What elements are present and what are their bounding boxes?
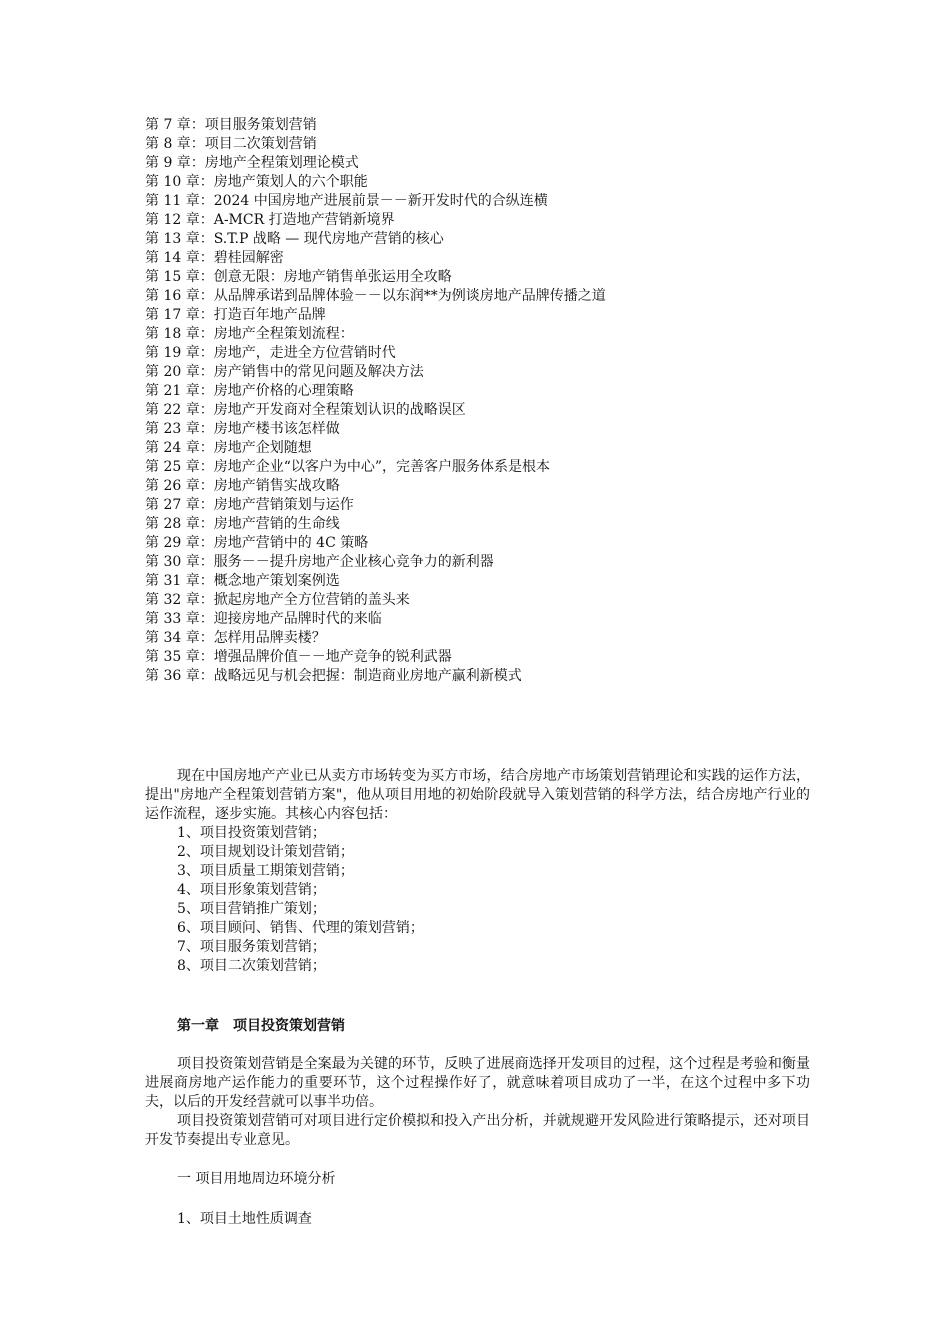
toc-item: 第 19 章：房地产，走进全方位营销时代 bbox=[145, 345, 396, 361]
toc-item: 第 35 章：增强品牌价值－－地产竞争的锐利武器 bbox=[145, 649, 452, 665]
toc-item: 第 8 章：项目二次策划营销 bbox=[145, 136, 317, 152]
core-content-list bbox=[145, 824, 810, 976]
toc-item: 第 27 章：房地产营销策划与运作 bbox=[145, 497, 354, 513]
toc-item: 第 14 章：碧桂园解密 bbox=[145, 250, 284, 266]
intro-paragraph: 现在中国房地产产业已从卖方市场转变为买方市场，结合房地产市场策划营销理论和实践的运作方法，提出"房地产全程策划营销方案"，他从项目用地的初始阶段就导入策划营销的科学方法，结合房地产行业的运作流程，逐步实施。其核心内容包括： bbox=[145, 768, 810, 822]
list-item: 2、项目规划设计策划营销； bbox=[177, 844, 354, 860]
toc-item: 第 15 章：创意无限：房地产销售单张运用全攻略 bbox=[145, 269, 452, 285]
toc-item: 第 23 章：房地产楼书该怎样做 bbox=[145, 421, 340, 437]
toc-item: 第 30 章：服务－－提升房地产企业核心竞争力的新利器 bbox=[145, 554, 494, 570]
toc-item: 第 36 章：战略远见与机会把握：制造商业房地产赢利新模式 bbox=[145, 668, 522, 684]
toc-item: 第 26 章：房地产销售实战攻略 bbox=[145, 478, 340, 494]
chapter-body bbox=[145, 1055, 810, 1150]
toc-item: 第 17 章：打造百年地产品牌 bbox=[145, 307, 326, 323]
chapter-paragraph: 项目投资策划营销是全案最为关键的环节，反映了进展商选择开发项目的过程，这个过程是考验和衡量进展商房地产运作能力的重要环节，这个过程操作好了，就意味着项目成功了一半，在这个过程中多下功夫，以后的开发经营就可以事半功倍。 bbox=[145, 1056, 810, 1110]
toc-item: 第 32 章：掀起房地产全方位营销的盖头来 bbox=[145, 592, 410, 608]
list-item: 8、项目二次策划营销； bbox=[177, 958, 326, 974]
list-item: 4、项目形象策划营销； bbox=[177, 882, 326, 898]
toc-item: 第 16 章：从品牌承诺到品牌体验－－以东润**为例谈房地产品牌传播之道 bbox=[145, 288, 606, 304]
list-item: 5、项目营销推广策划； bbox=[177, 901, 326, 917]
toc-item: 第 12 章：A-MCR 打造地产营销新境界 bbox=[145, 212, 395, 228]
section-heading: 一 项目用地周边环境分析 bbox=[177, 1171, 336, 1187]
toc-item: 第 25 章：房地产企业“以客户为中心”，完善客户服务体系是根本 bbox=[145, 459, 551, 475]
toc-item: 第 24 章：房地产企划随想 bbox=[145, 440, 312, 456]
table-of-contents bbox=[145, 116, 825, 686]
list-item: 1、项目投资策划营销； bbox=[177, 825, 326, 841]
toc-item: 第 18 章：房地产全程策划流程： bbox=[145, 326, 354, 342]
toc-item: 第 34 章：怎样用品牌卖楼？ bbox=[145, 630, 326, 646]
list-item: 3、项目质量工期策划营销； bbox=[177, 863, 354, 879]
toc-item: 第 13 章：S.T.P 战略 — 现代房地产营销的核心 bbox=[145, 231, 444, 247]
toc-item: 第 20 章：房产销售中的常见问题及解决方法 bbox=[145, 364, 424, 380]
toc-item: 第 11 章：2024 中国房地产进展前景－－新开发时代的合纵连横 bbox=[145, 193, 548, 209]
toc-item: 第 22 章：房地产开发商对全程策划认识的战略误区 bbox=[145, 402, 466, 418]
toc-item: 第 31 章：概念地产策划案例选 bbox=[145, 573, 340, 589]
toc-item: 第 29 章：房地产营销中的 4C 策略 bbox=[145, 535, 369, 551]
toc-item: 第 9 章：房地产全程策划理论模式 bbox=[145, 155, 359, 171]
chapter-title: 第一章 项目投资策划营销 bbox=[177, 1018, 345, 1034]
chapter-paragraph: 项目投资策划营销可对项目进行定价模拟和投入产出分析，并就规避开发风险进行策略提示，还对项目开发节奏提出专业意见。 bbox=[145, 1113, 810, 1148]
intro-section bbox=[145, 767, 810, 976]
toc-item: 第 10 章：房地产策划人的六个职能 bbox=[145, 174, 368, 190]
toc-item: 第 33 章：迎接房地产品牌时代的来临 bbox=[145, 611, 382, 627]
toc-item: 第 28 章：房地产营销的生命线 bbox=[145, 516, 340, 532]
list-item: 6、项目顾问、销售、代理的策划营销； bbox=[177, 920, 424, 936]
subsection-heading: 1、项目土地性质调查 bbox=[177, 1211, 312, 1227]
toc-item: 第 21 章：房地产价格的心理策略 bbox=[145, 383, 354, 399]
list-item: 7、项目服务策划营销； bbox=[177, 939, 326, 955]
toc-item: 第 7 章：项目服务策划营销 bbox=[145, 117, 317, 133]
